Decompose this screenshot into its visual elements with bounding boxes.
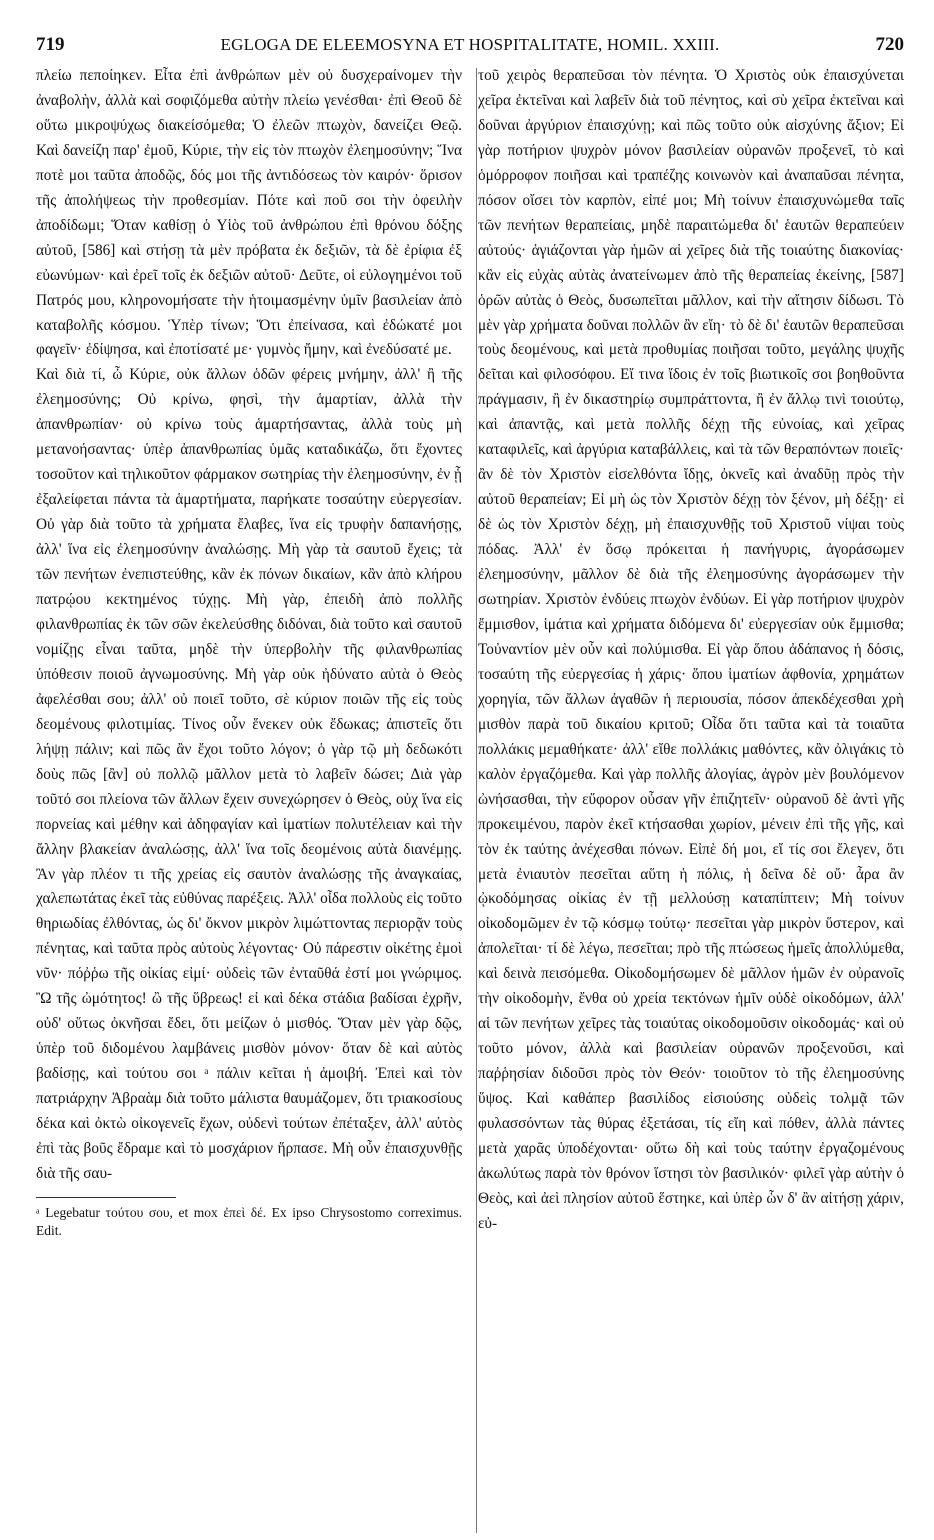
left-paragraph-2: Καὶ διὰ τί, ὦ Κύριε, οὐκ ἄλλων ὁδῶν φέρεις μνήμην, ἀλλ' ἢ τῆς ἐλεημοσύνης; Οὐ κρίνω, φησὶ, τὴν ἁμαρτίαν, ἀλλὰ τὴν ἀπανθρωπίαν· οὐ κρίνω τοὺς ἁμαρτήσαντας, ἀλλὰ τοὺς μὴ μετανοήσαντας· ὑπὲρ ἀπανθρωπίας ὑμᾶς καταδικάζω, ὅτι ἔχοντες τοσοῦτον καὶ τηλικοῦτον φάρμακον σωτηρίας τὴν ἐλεημοσύνην, ἐν ᾗ ἐξαλείφεται πάντα τὰ ἁμαρτήματα, παρήκατε τοσαύτην εὐεργεσίαν. Οὐ γὰρ διὰ τοῦτο τὰ χρήματα ἔλαβες, ἵνα εἰς τρυφὴν δαπανήσῃς, ἀλλ' ἵνα εἰς ἐλεημοσύνην ἀναλώσῃς. Μὴ γὰρ τὰ σαυτοῦ ἔχεις; τὰ τῶν πενήτων ἐνεπιστεύθης, κἂν ἐκ πόνων δικαίων, κἂν ἀπὸ κλήρου πατρῴου κεκτημένος τύχῃς. Μὴ γὰρ, ἐπειδὴ ἀπὸ πολλῆς φιλανθρωπίας ἐκ τῶν σῶν ἐκελεύσθης διδόναι, διὰ τοῦτο καὶ σαυτοῦ νομίζῃς εἶναι ταῦτα, μηδὲ τὴν ὑπερβολὴν τῆς φιλανθρωπίας ὑπόθεσιν ποιοῦ ἀγνωμοσύνης. Μὴ γὰρ οὐκ ἠδύνατο αὐτὰ ὁ Θεὸς ἀφελέσθαι σου; ἀλλ' οὐ ποιεῖ τοῦτο, σὲ κύριον ποιῶν τῆς εἰς τοὺς δεομένους φιλοτιμίας. Τίνος οὖν ἕνεκεν οὐκ ἔδωκας; ἀπιστεῖς ὅτι λήψῃ πάλιν; καὶ πῶς ἂν ἔχοι τοῦτο λόγον; ὁ γὰρ τῷ μὴ δεδωκότι δοὺς πῶς [ἂν] οὐ πολλῷ μᾶλλον μετὰ τὸ λαβεῖν δώσει; Διὰ γὰρ τοῦτό σοι πλείονα τῶν ἄλλων ἔχειν συνεχώρησεν ὁ Θεὸς, οὐχ ἵνα εἰς πορνείας καὶ μέθην καὶ ἀδηφαγίαν καὶ ἱματίων πολυτέλειαν καὶ τὴν ἄλλην βλακείαν ἀναλώσῃς, ἀλλ' ἵνα τοῖς δεομένοις αὐτὰ διανέμῃς. Ἂν γὰρ πλέον τι τῆς χρείας εἰς σαυτὸν ἀναλώσῃς τῆς ἀναγκαίας, χαλεπωτάτας ἐκεῖ τὰς εὐθύνας παρέξεις. Ἀλλ' οἶδα πολλοὺς εἰς τοῦτο θηριωδίας ἐλθόντας, ὡς δι' ὄκνον μικρὸν λιμώττοντας περιορᾷν τοὺς πένητας, καὶ ταῦτα πρὸς αὐτοὺς λέγοντας· Οὐ πάρεστιν οἰκέτης ἐμοὶ νῦν· πόῤῥω τῆς οἰκίας εἰμί· οὐδεὶς τῶν ἐνταῦθά ἐστί μοι γνώριμος. Ὢ τῆς ὠμότητος! ὢ τῆς ὕβρεως! εἰ καὶ δέκα στάδια βαδίσαι ἐχρῆν, οὐδ' οὕτως ὀκνῆσαι ἔδει, ὅτι μείζων ὁ μισθός. Ὅταν μὲν γὰρ δῷς, ὑπὲρ τοῦ διδομένου λαμβάνεις μισθὸν μόνον· ὅταν δὲ καὶ αὐτὸς βαδίσῃς, καὶ τούτου σοι ᵃ πάλιν κεῖται ἡ ἀμοιβή. Ἐπεὶ καὶ τὸν πατριάρχην Ἀβραὰμ διὰ τοῦτο μάλιστα θαυμάζομεν, ὅτι τριακοσίους δέκα καὶ ὀκτὼ οἰκογενεῖς ἔχων, οὐδενὶ τούτων ἐπέταξεν, ἀλλ' αὐτὸς ἐπὶ τὰς βοῦς ἔδραμε καὶ τὸ μοσχάριον ἥρπασε. Μὴ οὖν ἐπαισχυνθῇς διὰ τῆς σαυ- [36,366,462,1182]
right-page-number: 720 [875,34,904,55]
right-paragraph-1: τοῦ χειρὸς θεραπεῦσαι τὸν πένητα. Ὁ Χριστὸς οὐκ ἐπαισχύνεται χεῖρα ἐκτεῖναι καὶ λαβεῖν διὰ τοῦ πένητος, καὶ σὺ χεῖρα ἐκτεῖναι καὶ δοῦναι ἀργύριον ἐπαισχύνῃ; καὶ πῶς τοῦτο οὐκ αἰσχύνης ἄξιον; Εἰ γὰρ ποτήριον ψυχρὸν μόνον βασιλείαν οὐρανῶν προξενεῖ, τὸ καὶ ὁμόρροφον ποιῆσαι καὶ τραπέζης κοινωνὸν καὶ ἀναπαῦσαι πένητα, πόσον οἴσει τὸν καρπὸν, εἰπέ μοι; Μὴ τοίνυν ἐπαισχυνώμεθα ταῖς τῶν πενήτων θεραπείαις, μηδὲ παραιτώμεθα δι' ἑαυτῶν θεραπεύειν αὐτούς· ἁγιάζονται γὰρ ἡμῶν αἱ χεῖρες διὰ τῆς τοιαύτης διακονίας· κἂν εἰς εὐχὰς αὐτὰς ἀνατείνωμεν ἀπὸ τῆς θεραπείας ἐκείνης, [587] ὁρῶν αὐτὰς ὁ Θεὸς, δυσωπεῖται μᾶλλον, καὶ τὴν αἴτησιν δίδωσι. Τὸ μὲν γὰρ χρήματα δοῦναι πολλῶν ἂν εἴη· τὸ δὲ δι' ἑαυτῶν θεραπεῦσαι τοὺς δεομένους, καὶ μετὰ προθυμίας ποιῆσαι τοῦτο, μεγάλης ψυχῆς δεῖται καὶ φιλοσόφου. Εἴ τινα ἴδοις ἐν τοῖς βιωτικοῖς σοι βοηθοῦντα πράγμασιν, ἢ ἐν δικαστηρίῳ συμπράττοντα, ἢ ἐν ἄλλῳ τινὶ τοιούτῳ, καὶ ἀπαντᾷς, καὶ μετὰ πολλῆς δέχῃ τῆς εὐνοίας, καὶ χεῖρας καταφιλεῖς, καὶ ἀργύρια καταβάλλεις, καὶ τὰ τῶν θεραπόντων ποιεῖς· ἂν δὲ τὸν Χριστὸν εἰσελθόντα ἴδῃς, ὀκνεῖς καὶ ἀναδῦῃ πρὸς τὴν αὐτοῦ θεραπείαν; Εἰ μὴ ὡς τὸν Χριστὸν δέχῃ τὸν ξένον, μὴ δέξῃ· εἰ δὲ ὡς τὸν Χριστὸν δέχῃ, μὴ ἐπαισχυνθῇς τοῦ Χριστοῦ νίψαι τοὺς πόδας. Ἀλλ' ἐν ὅσῳ πρόκειται ἡ πανήγυρις, ἀγοράσωμεν ἐλεημοσύνην, μᾶλλον δὲ διὰ τῆς ἐλεημοσύνης ἀγοράσωμεν τὴν σωτηρίαν. Χριστὸν ἐνδύεις πτωχὸν ἐνδύων. Εἰ γὰρ ποτήριον ψυχρὸν ἔμμισθον, ἱμάτια καὶ χρήματα διδόμενα δι' εὐεργεσίαν οὐκ ἔμμισθα; Τοὐναντίον μὲν οὖν καὶ πολύμισθα. Εἰ γὰρ ὅπου ἀδάπανος ἡ δόσις, τοσαύτη τῆς εὐεργεσίας ἡ χάρις· ὅπου ἱματίων ἀφθονία, χρημάτων χορηγία, τῶν ἄλλων ἀγαθῶν ἡ περιουσία, πόσον ἀπεκδέχεσθαι χρὴ μισθὸν παρὰ τοῦ δικαίου κριτοῦ; Οἶδα ὅτι ταῦτα καὶ τὰ τοιαῦτα πολλάκις μεμαθήκατε· ἀλλ' εἴθε πολλάκις μαθόντες, κἂν ὀλιγάκις τὸ καλὸν ἐργαζόμεθα. Καὶ γὰρ πολλῆς ἀλογίας, ἀγρὸν μὲν βουλόμενον ὠνήσασθαι, τὴν εὔφορον οὖσαν γῆν ἐπιζητεῖν· οὐρανοῦ δὲ ἀντὶ γῆς προκειμένου, παρὸν ἐκεῖ κτήσασθαι χωρίον, μένειν ἐπὶ τῆς γῆς, καὶ τὸν ἐκ ταύτης ἀνέχεσθαι πόνων. Εἰπὲ δή μοι, εἴ τίς σοι ἔλεγεν, ὅτι μετὰ ἐνιαυτὸν πεσεῖται αὕτη ἡ πόλις, ἡ δεῖνα δὲ οὔ· ἆρα ἂν ᾠκοδόμησας οἰκίας ἐν τῇ μελλούσῃ καταπίπτειν; Μὴ τοίνυν οἰκοδομῶμεν ἐν τῷ κόσμῳ τούτῳ· πεσεῖται γὰρ μικρὸν ὕστερον, καὶ ἀπολεῖται· τί δὲ λέγω, πεσεῖται; πρὸ τῆς πτώσεως ἡμεῖς ἀπολλύμεθα, καὶ δεινὰ πεισόμεθα. Οἰκοδομήσωμεν δὲ μᾶλλον ἡμῶν ἐν οὐρανοῖς τὴν οἰκοδομὴν, ἔνθα οὐ χρεία τεκτόνων ἡμῖν οὐδὲ οἰκοδόμων, ἀλλ' αἱ τῶν πενήτων χεῖρες τὰς τοιαύτας οἰκοδομοῦσιν οἰκοδομάς· καὶ οὐ τοῦτο μόνον, ἀλλὰ καὶ βασιλείαν οὐρανῶν προξενοῦσι, καὶ παῤῥησίαν διδοῦσι πρὸς τὸν Θεόν· τοιοῦτον τὸ τῆς ἐλεημοσύνης ὕψος. Καὶ καθάπερ βασιλίδος εἰσιούσης οὐδεὶς τολμᾷ τῶν φυλασσόντων τὰς θύρας ἐξετάσαι, τίς εἴη καὶ πόθεν, ἀλλὰ πάντες μετὰ χαρᾶς ὑποδέχονται· οὕτω δὴ καὶ τοὺς ταύτην ἐργαζομένους ἀκωλύτως παρὰ τὸν θρόνον ἵστησι τὸν βασιλικόν· φιλεῖ γὰρ αὐτὴν ὁ Θεὸς, καὶ ἀεὶ πλησίον αὐτοῦ ἕστηκε, καὶ ὑπὲρ ὧν δ' ἂν αἰτήσῃ χάριν, εὐ- [478,67,904,1232]
left-paragraph-1: πλείω πεποίηκεν. Εἶτα ἐπὶ ἀνθρώπων μὲν οὐ δυσχεραίνομεν τὴν ἀναβολὴν, ἀλλὰ καὶ σοφιζόμεθα αὐτὴν πλείω γενέσθαι· ἐπὶ Θεοῦ δὲ οὕτω μικροψύχως διακείσόμεθα; Ὁ ἐλεῶν πτωχὸν, δανείζει Θεῷ. Καὶ δανείζη παρ' ἐμοῦ, Κύριε, τὴν εἰς τὸν πτωχὸν ἐλεημοσύνην; Ἵνα ποτὲ μοι ταῦτα ἀποδῷς, δός μοι τῆς ἀντιδόσεως τὸν καιρόν· ὅρισον τῆς ἀπολήψεως τὴν προθεσμίαν. Πότε καὶ ποῦ σοι τὴν ὀφειλὴν ἀποδίδωμι; Ὅταν καθίσῃ ὁ Υἱὸς τοῦ ἀνθρώπου ἐπὶ θρόνου δόξης αὐτοῦ, [586] καὶ στήσῃ τὰ μὲν πρόβατα ἐκ δεξιῶν, τὰ δὲ ἐρίφια ἐξ εὐωνύμων· καὶ ἐρεῖ τοῖς ἐκ δεξιῶν αὐτοῦ· Δεῦτε, οἱ εὐλογημένοι τοῦ Πατρός μου, κληρονομήσατε τὴν ἡτοιμασμένην ὑμῖν βασιλείαν ἀπὸ καταβολῆς κόσμου. Ὑπὲρ τίνων; Ὅτι ἐπείνασα, καὶ ἐδώκατέ μοι φαγεῖν· ἐδίψησα, καὶ ἐποτίσατέ με· γυμνὸς ἤμην, καὶ ἐνεδύσατέ με. [36,67,462,359]
right-column [478,64,904,1240]
left-page-number: 719 [36,34,65,55]
left-column [36,64,462,1240]
running-title: EGLOGA DE ELEEMOSYNA ET HOSPITALITATE, HOMIL. XXIII. [220,35,720,54]
text-columns [36,64,904,1240]
column-divider [476,68,477,1533]
footnote-rule [36,1197,176,1198]
footnote: ᵃ Legebatur τούτου σου, et mox ἐπεὶ δέ. Ex ipso Chrysostomo correximus. Edit. [36,1204,462,1238]
page-header [36,34,904,64]
